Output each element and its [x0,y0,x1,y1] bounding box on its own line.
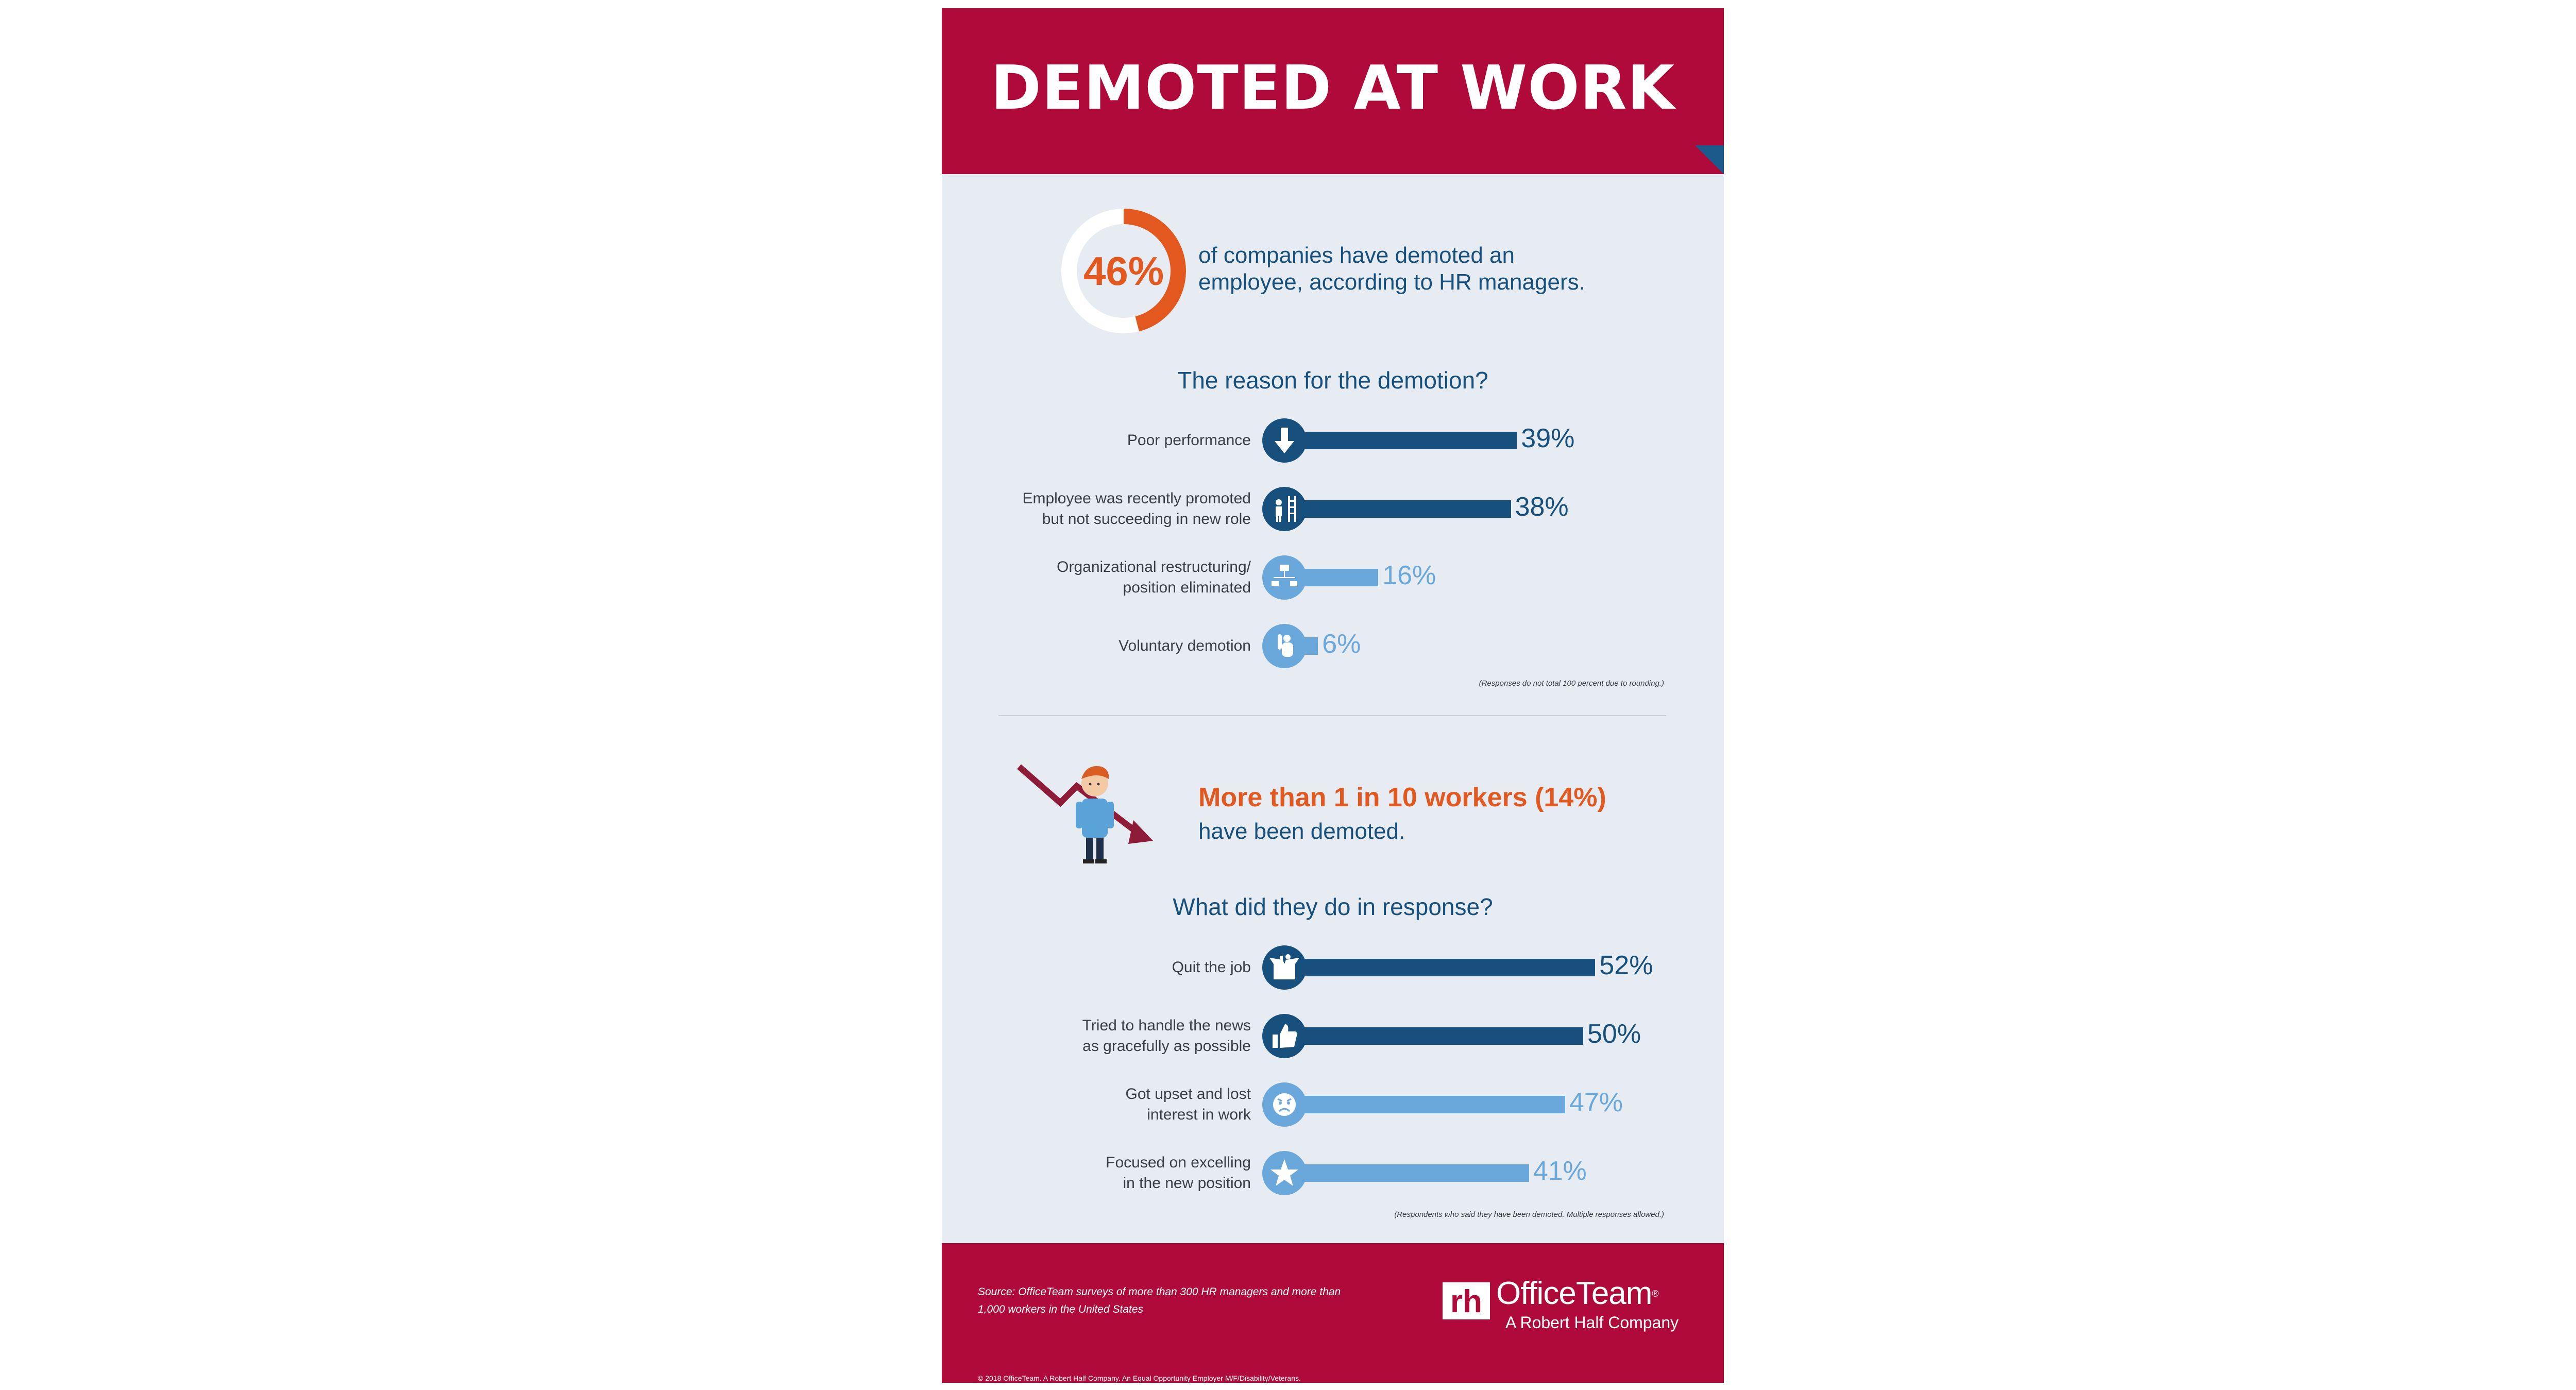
bar-label: Got upset and lost interest in work [1125,1086,1251,1123]
footer [942,1243,1724,1383]
bar-value: 41% [1533,1156,1587,1186]
bar-label: Employee was recently promoted but not succeeding in new role [1022,490,1251,528]
bar-label: Organizational restructuring/ position eliminated [1057,558,1251,596]
footnote-responses: (Respondents who said they have been demoted. Multiple responses allowed.) [1394,1210,1664,1219]
header-banner [942,8,1724,174]
logo-name-text: OfficeTeam [1496,1276,1652,1311]
bar-label: Focused on excelling in the new position [1106,1154,1251,1192]
bar-value: 50% [1587,1019,1641,1049]
footnote-reasons: (Responses do not total 100 percent due to rounding.) [1479,679,1664,688]
chart-title-responses: What did they do in response? [1173,893,1493,920]
rh-logo-icon [1443,1282,1490,1319]
bar-label: Tried to handle the news as gracefully as possible [1082,1017,1251,1055]
chart-title-reasons: The reason for the demotion? [1177,367,1488,394]
bar-label: Poor performance [1127,432,1251,449]
copyright: © 2018 OfficeTeam. A Robert Half Company. An Equal Opportunity Employer M/F/Disability/Veterans. [978,1374,1301,1382]
bar-label: Quit the job [1172,959,1251,976]
demoted-headline: More than 1 in 10 workers (14%) [1198,783,1606,812]
box-icon [1262,945,1307,990]
logo-mark-text: rh [1450,1284,1482,1319]
demoted-subline: have been demoted. [1198,819,1405,844]
thumbs-up-icon [1262,1014,1307,1058]
bar-value: 52% [1599,951,1653,980]
star-icon [1262,1151,1307,1195]
bar [1282,1164,1529,1182]
bar [1282,500,1511,518]
section-divider [998,715,1666,716]
bar-value: 39% [1521,423,1575,453]
bar [1282,432,1517,449]
demoted-person-illustration [1014,745,1179,869]
bar [1282,1096,1565,1113]
ladder-person-icon [1262,487,1307,531]
upset-face-icon [1262,1082,1307,1127]
bar [1282,1027,1583,1045]
page-title: DEMOTED AT WORK [991,52,1675,123]
logo-subtitle: A Robert Half Company [1505,1313,1679,1332]
org-chart-icon [1262,555,1307,600]
source-text: Source: OfficeTeam surveys of more than 300 HR managers and more than 1,000 workers in the United States [978,1286,1341,1315]
bar [1282,959,1595,976]
stat-line-1: of companies have demoted an [1198,243,1515,268]
bar-value: 16% [1382,561,1436,590]
stat-line-2: employee, according to HR managers. [1198,269,1585,295]
bar-value: 47% [1569,1088,1623,1117]
big-percent: 46% [1083,248,1164,294]
registered-mark: ® [1652,1289,1658,1299]
arrow-down-icon [1262,418,1307,463]
raised-hand-icon [1262,624,1307,668]
infographic [942,8,1724,1383]
logo-name [1496,1275,1658,1312]
bar-label: Voluntary demotion [1118,637,1251,654]
corner-fold [1695,145,1724,174]
stat-text [1198,242,1662,296]
bar-value: 6% [1322,629,1361,659]
bar-value: 38% [1515,492,1569,522]
